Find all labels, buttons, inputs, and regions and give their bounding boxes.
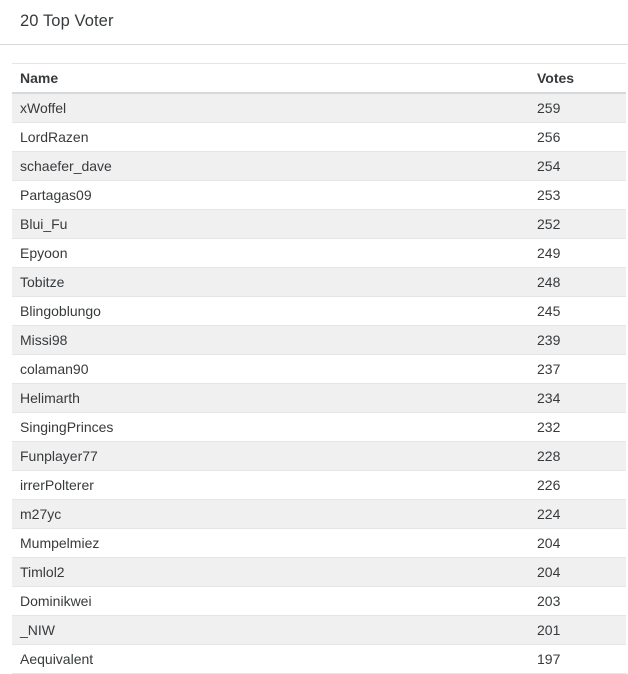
table-row [12, 558, 626, 587]
table-row [12, 123, 626, 152]
table-row [12, 210, 626, 239]
votes-cell: 259 [537, 99, 561, 116]
name-cell: m27yc [12, 500, 529, 529]
name-cell: Timlol2 [12, 558, 529, 587]
table-row [12, 442, 626, 471]
name-cell: Partagas09 [12, 181, 529, 210]
name-cell: schaefer_dave [12, 152, 529, 181]
table-body [12, 93, 626, 674]
name-cell: _NIW [12, 616, 529, 645]
votes-cell: 253 [529, 181, 626, 210]
name-cell: Tobitze [12, 268, 529, 297]
votes-cell: 252 [529, 210, 626, 239]
column-header-name: Name [12, 64, 529, 94]
name-cell: LordRazen [12, 123, 529, 152]
name-cell: SingingPrinces [12, 413, 529, 442]
page-header [0, 0, 628, 45]
table-row [12, 268, 626, 297]
votes-cell: 254 [529, 152, 626, 181]
name-cell: Blingoblungo [12, 297, 529, 326]
votes-cell: 203 [529, 587, 626, 616]
votes-cell: 249 [529, 239, 626, 268]
name-cell: xWoffel [20, 99, 67, 116]
name-cell: Aequivalent [12, 645, 529, 674]
name-cell: Dominikwei [12, 587, 529, 616]
name-cell: colaman90 [12, 355, 529, 384]
table-row [12, 616, 626, 645]
table-row [12, 355, 626, 384]
votes-cell: 256 [529, 123, 626, 152]
name-cell: Epyoon [12, 239, 529, 268]
votes-cell: 237 [529, 355, 626, 384]
name-cell: Funplayer77 [12, 442, 529, 471]
table-row [12, 413, 626, 442]
voter-table-container [12, 63, 626, 674]
name-cell: Blui_Fu [12, 210, 529, 239]
table-row [12, 93, 626, 123]
table-row [12, 587, 626, 616]
table-row [12, 645, 626, 674]
page-title: 20 Top Voter [20, 12, 114, 30]
table-row [12, 529, 626, 558]
votes-cell: 239 [529, 326, 626, 355]
table-header-row [12, 64, 626, 94]
table-row [12, 326, 626, 355]
table-row [12, 500, 626, 529]
votes-cell: 234 [529, 384, 626, 413]
column-header-votes: Votes [529, 64, 626, 94]
voter-table [12, 63, 626, 674]
votes-cell: 204 [529, 558, 626, 587]
votes-cell: 245 [529, 297, 626, 326]
table-row [12, 384, 626, 413]
votes-cell: 226 [529, 471, 626, 500]
table-header [12, 64, 626, 94]
name-cell: irrerPolterer [12, 471, 529, 500]
votes-cell: 197 [529, 645, 626, 674]
table-row [12, 181, 626, 210]
name-cell: Missi98 [12, 326, 529, 355]
votes-cell: 248 [529, 268, 626, 297]
votes-cell: 204 [529, 529, 626, 558]
table-row [12, 239, 626, 268]
votes-cell: 228 [529, 442, 626, 471]
table-row [12, 297, 626, 326]
name-cell: Helimarth [12, 384, 529, 413]
name-cell: Mumpelmiez [12, 529, 529, 558]
votes-cell: 201 [529, 616, 626, 645]
table-row [12, 471, 626, 500]
table-row [12, 152, 626, 181]
votes-cell: 224 [529, 500, 626, 529]
votes-cell: 232 [529, 413, 626, 442]
